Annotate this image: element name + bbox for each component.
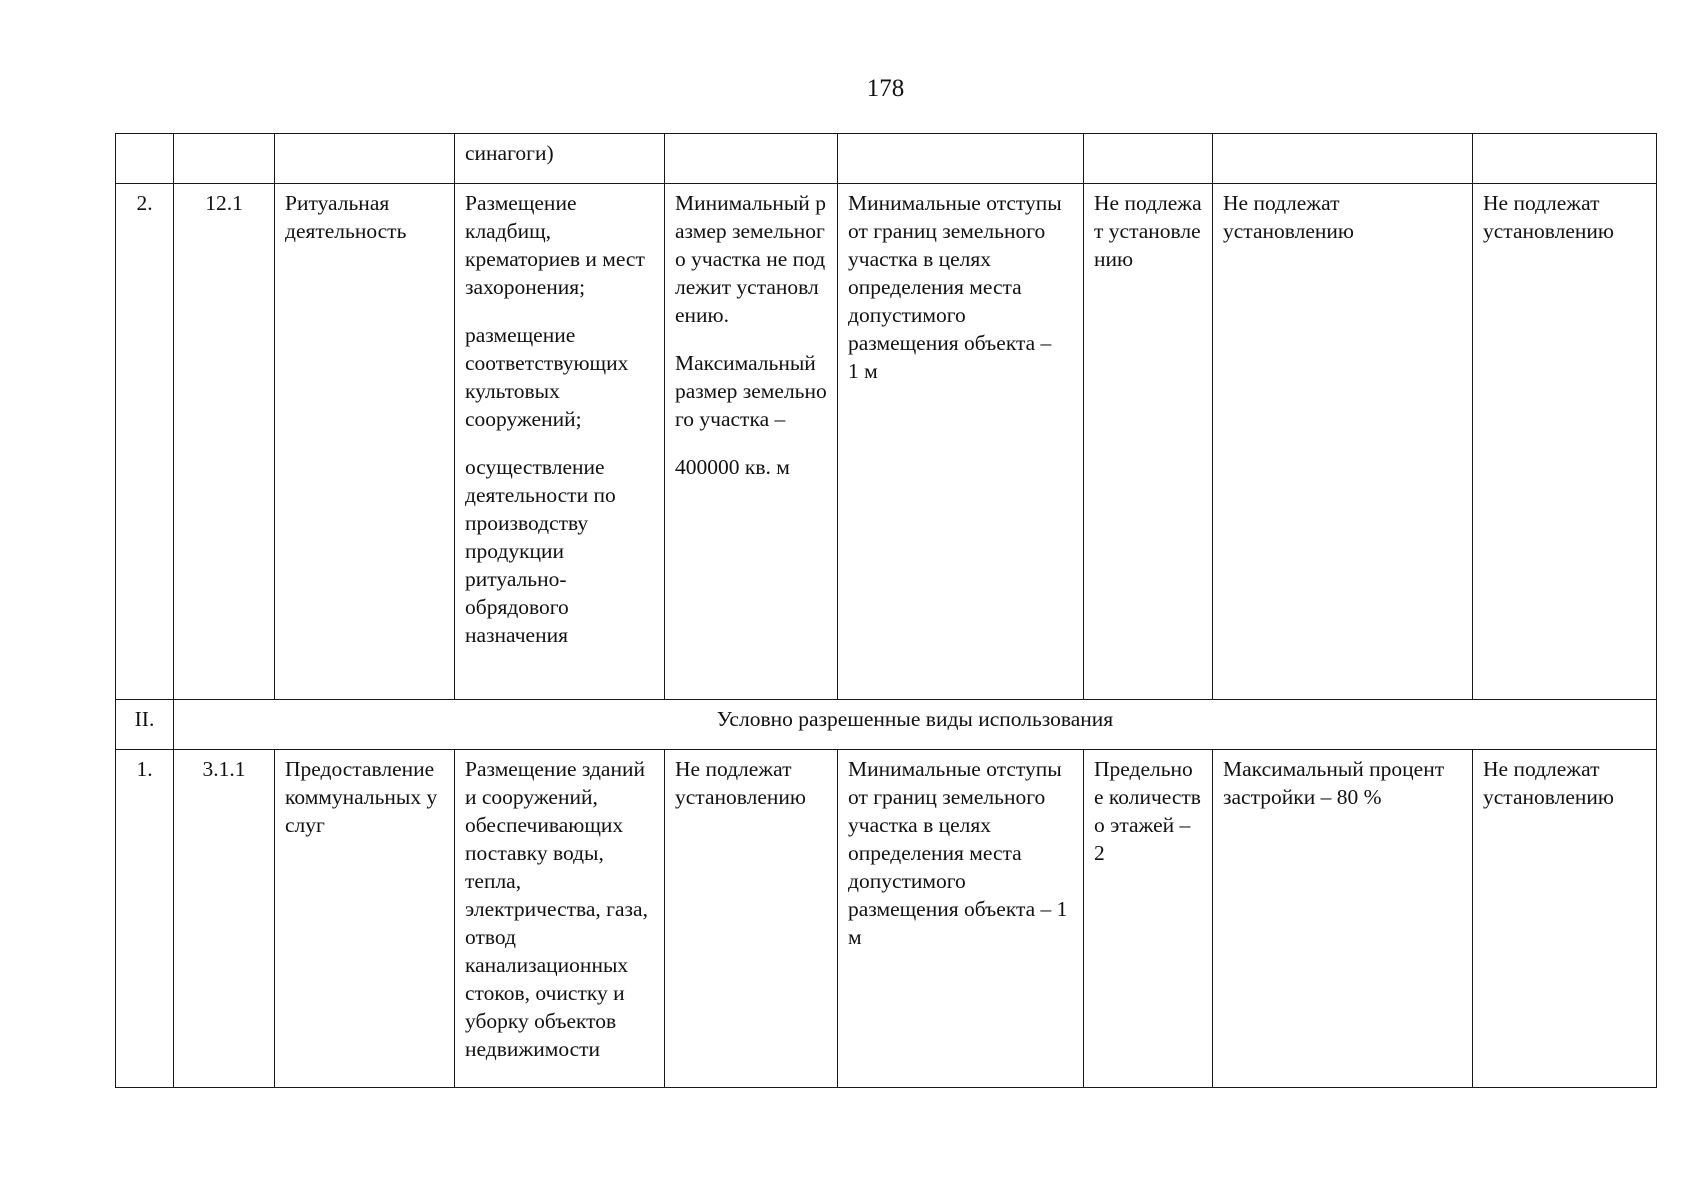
cell-code — [174, 134, 275, 184]
cell-description: Размещение зданий и сооружений, обеспечивающих поставку воды, тепла, электричества, газа, отвод канализационных стоков, очистку и уборку объектов недвижимости — [455, 750, 665, 1088]
setbacks-text: Минимальные отступы от границ земельного участка в целях определения места допустимого размещения объекта – — [848, 191, 1062, 355]
section-header-row — [116, 700, 1657, 750]
cell-plot-size — [665, 184, 838, 700]
cell-plot-size — [665, 134, 838, 184]
cell-name — [275, 134, 455, 184]
cell-code: 3.1.1 — [174, 750, 275, 1088]
cell-num — [116, 134, 174, 184]
cell-description: синагоги) — [455, 134, 665, 184]
cell-code: 12.1 — [174, 184, 275, 700]
regulations-table — [115, 133, 1657, 1088]
cell-setbacks: Минимальные отступы от границ земельного участка в целях определения места допустимого размещения объекта – 1 м — [838, 750, 1084, 1088]
description-paragraph: осуществление деятельности по производству продукции ритуально-обрядового назначения — [465, 455, 616, 647]
table-row-3-1-1 — [116, 750, 1657, 1088]
cell-name: Ритуальная деятельность — [275, 184, 455, 700]
page-number: 178 — [866, 75, 905, 102]
section-title: Условно разрешенные виды использования — [174, 700, 1657, 750]
cell-floors: Не подлежат установлению — [1084, 184, 1213, 700]
cell-num: 2. — [116, 184, 174, 700]
cell-building-percent: Максимальный процент застройки – 80 % — [1213, 750, 1473, 1088]
plot-size-min: Минимальный размер земельного участка не подлежит установлению. — [675, 191, 826, 327]
cell-other: Не подлежат установлению — [1473, 184, 1657, 700]
cell-plot-size: Не подлежат установлению — [665, 750, 838, 1088]
plot-size-max-value: 400000 кв. м — [675, 455, 790, 479]
cell-name: Предоставление коммунальных услуг — [275, 750, 455, 1088]
cell-building-percent — [1213, 134, 1473, 184]
setbacks-value: 1 м — [848, 359, 878, 383]
description-paragraph: размещение соответствующих культовых сооружений; — [465, 323, 629, 431]
cell-floors — [1084, 134, 1213, 184]
description-paragraph: Размещение кладбищ, крематориев и мест захоронения; — [465, 191, 645, 299]
section-number: II. — [116, 700, 174, 750]
table-row-continuation — [116, 134, 1657, 184]
cell-other: Не подлежат установлению — [1473, 750, 1657, 1088]
cell-description — [455, 184, 665, 700]
cell-other — [1473, 134, 1657, 184]
cell-floors: Предельное количество этажей – 2 — [1084, 750, 1213, 1088]
plot-size-max: Максимальный размер земельного участка – — [675, 351, 827, 431]
cell-building-percent: Не подлежат установлению — [1213, 184, 1473, 700]
cell-setbacks — [838, 134, 1084, 184]
cell-setbacks — [838, 184, 1084, 700]
cell-num: 1. — [116, 750, 174, 1088]
table-row-12-1 — [116, 184, 1657, 700]
